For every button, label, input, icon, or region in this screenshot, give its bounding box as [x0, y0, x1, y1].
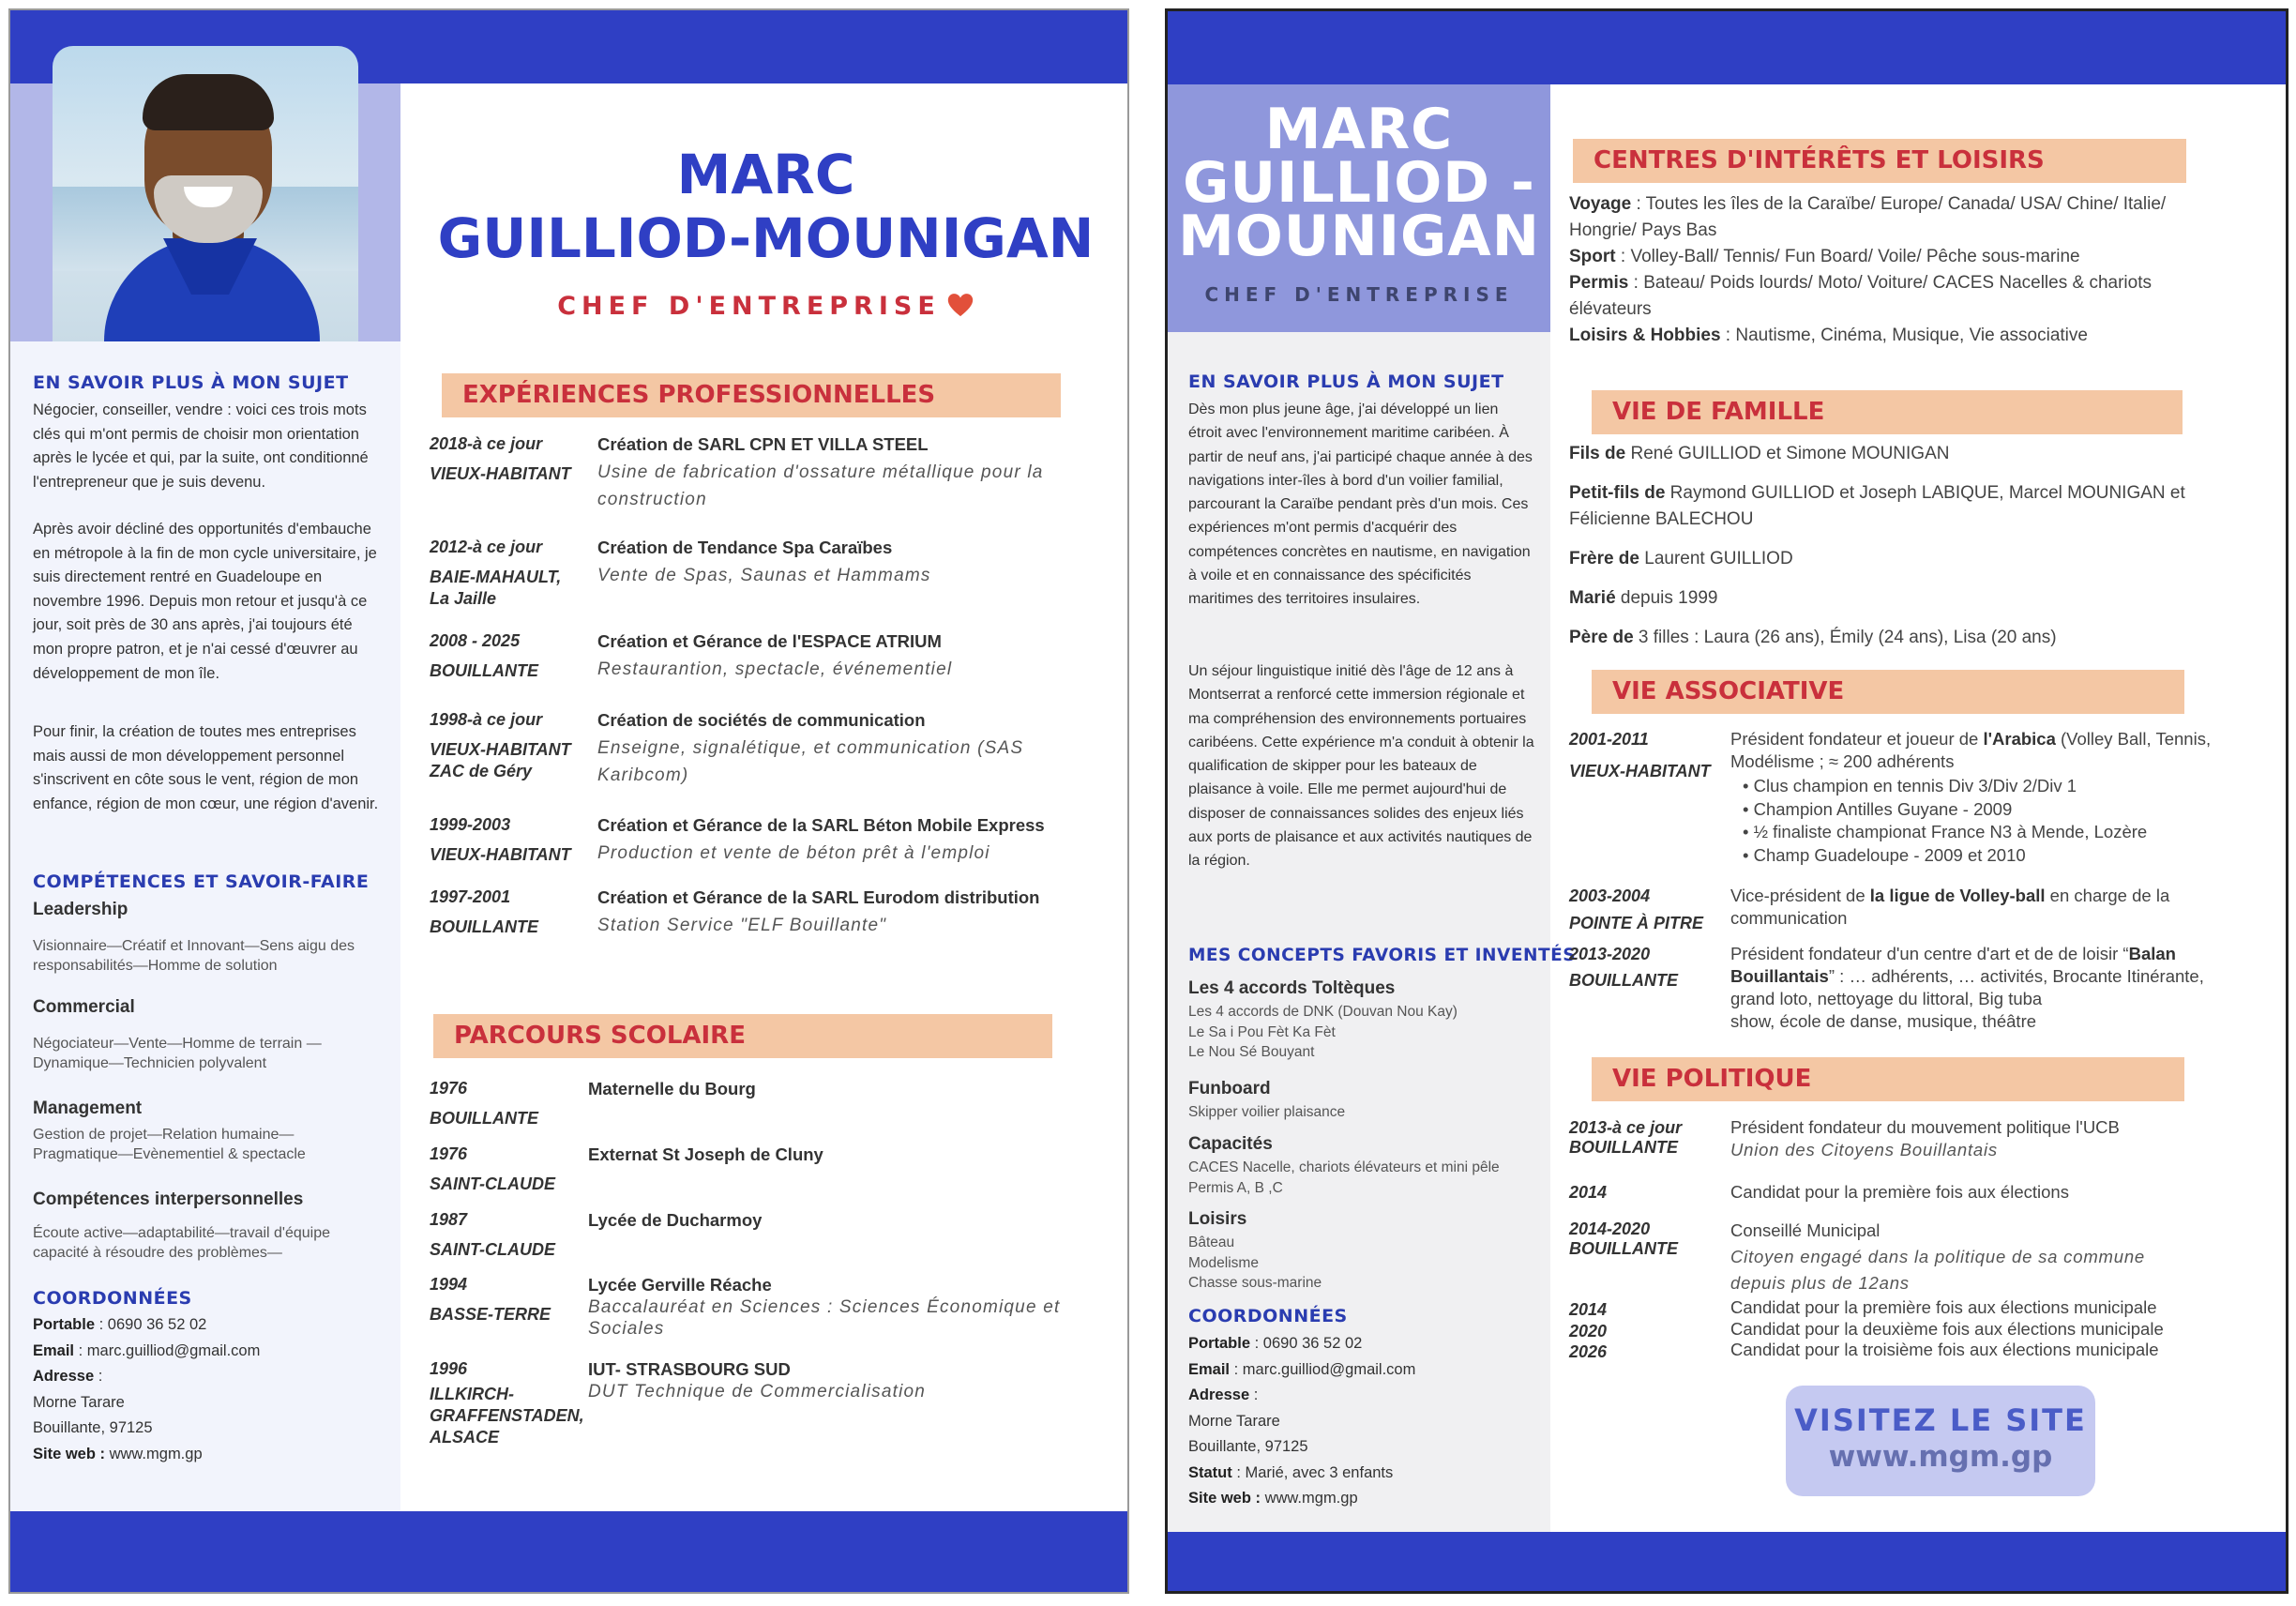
experience-description: Enseigne, signalétique, et communication (SAS Karibcom) [597, 738, 1024, 785]
assoc-location: POINTE À PITRE [1569, 914, 1704, 932]
assoc-date: 2003-2004 [1569, 886, 1651, 905]
concept-line: Permis A, B ,C [1188, 1179, 1283, 1196]
assoc-date: 2001-2011 [1569, 730, 1649, 749]
school-description: Baccalauréat en Sciences : Sciences Économique et Sociales [588, 1297, 1061, 1339]
top-band [1168, 11, 2286, 84]
family-line: Père de 3 filles : Laura (26 ans), Émily (24 ans), Lisa (20 ans) [1569, 628, 2057, 647]
school-location: BOUILLANTE [430, 1109, 538, 1128]
email-value: : marc.guilliod@gmail.com [74, 1341, 261, 1359]
school-date: 1987 [430, 1210, 468, 1229]
web-label: Site web : [1188, 1490, 1261, 1507]
phone-label: Portable [33, 1316, 96, 1333]
experience-date: 1999-2003 [430, 815, 511, 834]
experience-location: VIEUX-HABITANT [430, 464, 571, 483]
status-label: Statut [1188, 1463, 1232, 1481]
concept-line: Chasse sous-marine [1188, 1275, 1322, 1291]
name-line-3: MOUNIGAN [1178, 204, 1540, 269]
visit-site-button[interactable] [1786, 1386, 2095, 1496]
experience-title: Création de Tendance Spa Caraïbes [597, 538, 893, 557]
school-title: Lycée Gerville Réache [588, 1275, 772, 1295]
concept-title: Capacités [1188, 1134, 1273, 1154]
phone-value: : 0690 36 52 02 [95, 1316, 207, 1333]
name-line-2: GUILLIOD - [1183, 150, 1535, 216]
address-line: Bouillante, 97125 [33, 1419, 153, 1436]
experience-date: 2008 - 2025 [430, 631, 521, 650]
experience-title: Création et Gérance de la SARL Eurodom distribution [597, 887, 1040, 907]
family-line: Marié depuis 1999 [1569, 588, 1718, 608]
list-item: • Champ Guadeloupe - 2009 et 2010 [1743, 844, 2026, 865]
job-title: CHEF D'ENTREPRISE [400, 292, 1129, 321]
experience-title: Création de SARL CPN ET VILLA STEEL [597, 434, 929, 454]
experience-description: Production et vente de béton prêt à l'emploi [597, 843, 990, 863]
name-box [1168, 84, 1550, 332]
skill-group-text: Négociateur—Vente—Homme de terrain —Dynamique—Technicien polyvalent [33, 1036, 322, 1071]
assoc-bullets [1743, 775, 2268, 867]
concept-line: Modelisme [1188, 1254, 1259, 1271]
about-para-1: Négocier, conseiller, vendre : voici ces trois mots clés qui m'ont permis de choisir mon orientation après le lycée et qui, par la suite, ont conditionné l'entrepreneur que je suis devenu. [33, 402, 369, 491]
skill-group-name: Leadership [33, 900, 128, 919]
skills-title: COMPÉTENCES ET SAVOIR-FAIRE [33, 871, 370, 892]
about-para-2: Après avoir décliné des opportunités d'embauche en métropole à la fin de mon cycle universitaire, je suis directement rentré en Guadeloupe en novembre 1996. Depuis mon retour et jusqu'à ce jour, soit près de 30 ans après, j'ai toujours été mon propre patron, et je n'ai cessé d'œuvrer au développement de mon île. [33, 521, 377, 682]
about-para-2: Un séjour linguistique initié dès l'âge de 12 ans à Montserrat a renforcé cette immersion régionale et ma compréhension des environnements portuaires caribéens. Cette expérience m'a conduit à obtenir la qualification de skipper pour les bateaux de plaisance à voile. Elle me permet aujourd'hui de disposer de connaissances solides des enjeux liés aux ports de plaisance et aux activités nautiques de la région. [1188, 663, 1534, 870]
web-value: www.mgm.gp [1261, 1490, 1358, 1507]
school-date: 1976 [430, 1144, 468, 1163]
about-title: EN SAVOIR PLUS À MON SUJET [1188, 371, 1504, 392]
assoc-text: Vice-président de la ligue de Volley-ball en charge de la communication [1730, 886, 2170, 928]
school-location: SAINT-CLAUDE [430, 1240, 555, 1259]
section-title-school: PARCOURS SCOLAIRE [433, 1014, 1052, 1058]
concepts-title: MES CONCEPTS FAVORIS ET INVENTÉS [1188, 946, 1577, 965]
school-date: 1976 [430, 1079, 468, 1098]
interests-block: Voyage : Toutes les îles de la Caraïbe/ Europe/ Canada/ USA/ Chine/ Italie/ Hongrie/ Pays Bas Sport : Volley-Ball/ Tennis/ Fun Board/ Voile/ Pêche sous-marine Permis : Bateau/ Poids lourds/ Moto/ Voiture/ CACES Nacelles & chariots élévateurs Loisirs & Hobbies : Nautisme, Cinéma, Musique, Vie associative [1569, 194, 2167, 345]
address-label: Adresse [1188, 1386, 1250, 1403]
coords-block: Portable : 0690 36 52 02 Email : marc.guilliod@gmail.com Adresse : Morne Tarare Bouillante, 97125 Statut : Marié, avec 3 enfants Site web : www.mgm.gp [1188, 1331, 1545, 1512]
school-location: SAINT-CLAUDE [430, 1174, 555, 1193]
profile-photo [53, 46, 358, 341]
coords-title: COORDONNÉES [1188, 1306, 1348, 1326]
concept-line: Bâteau [1188, 1235, 1235, 1250]
coords-block: Portable : 0690 36 52 02 Email : marc.guilliod@gmail.com Adresse : Morne Tarare Bouillante, 97125 Site web : www.mgm.gp [33, 1312, 389, 1467]
politics-date: 2014-2020 [1569, 1220, 1651, 1238]
experience-title: Création de sociétés de communication [597, 710, 926, 730]
school-location: ILLKIRCH-GRAFFENSTADEN, ALSACE [430, 1385, 584, 1447]
experience-description: Station Service "ELF Bouillante" [597, 916, 887, 935]
visit-site-label: VISITEZ LE SITE [1794, 1402, 2087, 1438]
email-label: Email [1188, 1360, 1231, 1378]
family-line: Fils de René GUILLIOD et Simone MOUNIGAN [1569, 444, 1950, 463]
about-para-3: Pour finir, la création de toutes mes entreprises mais aussi de mon développement personnel s'inscrivent en côte sous le vent, région de mon enfance, région de mon cœur, une région d'avenir. [33, 723, 379, 812]
bottom-band [10, 1511, 1127, 1594]
address-line: Bouillante, 97125 [1188, 1438, 1308, 1455]
status-value: : Marié, avec 3 enfants [1231, 1463, 1394, 1481]
politics-location: BOUILLANTE [1569, 1239, 1678, 1258]
school-description: DUT Technique de Commercialisation [588, 1382, 927, 1401]
section-title-experience: EXPÉRIENCES PROFESSIONNELLES [442, 373, 1061, 417]
list-item: • ½ finaliste championat France N3 à Mende, Lozère [1743, 822, 2148, 841]
concept-line: Les 4 accords de DNK (Douvan Nou Kay) [1188, 1004, 1458, 1020]
school-date: 1996 [430, 1359, 468, 1378]
skill-group-text: Gestion de projet—Relation humaine—Pragmatique—Evènementiel & spectacle [33, 1127, 306, 1162]
list-item: • Champion Antilles Guyane - 2009 [1743, 798, 2013, 819]
school-title: Externat St Joseph de Cluny [588, 1144, 823, 1164]
experience-date: 1997-2001 [430, 887, 511, 906]
visit-site-url: www.mgm.gp [1828, 1440, 2053, 1474]
email-value: : marc.guilliod@gmail.com [1230, 1360, 1416, 1378]
experience-location: VIEUX-HABITANT ZAC de Géry [430, 740, 571, 780]
assoc-date: 2013-2020 [1569, 945, 1651, 963]
web-label: Site web : [33, 1445, 106, 1462]
skill-group-name: Compétences interpersonnelles [33, 1189, 304, 1209]
assoc-text: Président fondateur et joueur de l'Arabica (Volley Ball, Tennis, Modélisme ; ≈ 200 adhérents [1730, 729, 2212, 771]
sidebar [10, 83, 400, 1511]
about-title: EN SAVOIR PLUS À MON SUJET [33, 372, 349, 393]
family-line: Petit-fils de Raymond GUILLIOD et Joseph LABIQUE, Marcel MOUNIGAN et Félicienne BALECHOU [1569, 483, 2185, 529]
name-line-1: MARC [676, 143, 855, 206]
skill-group-name: Management [33, 1098, 143, 1118]
school-title: Maternelle du Bourg [588, 1079, 756, 1098]
phone-label: Portable [1188, 1335, 1251, 1352]
concept-line: Le Nou Sé Bouyant [1188, 1044, 1315, 1060]
assoc-location: BOUILLANTE [1569, 971, 1678, 990]
experience-location: BOUILLANTE [430, 661, 538, 680]
list-item: • Clus champion en tennis Div 3/Div 2/Div 1 [1743, 776, 2077, 795]
concept-line: Skipper voilier plaisance [1188, 1104, 1346, 1120]
politics-text: Candidat pour la première fois aux élections municipale Candidat pour la deuxième fois aux élections municipale Candidat pour la troisième fois aux élections municipale [1730, 1297, 2164, 1359]
job-title: CHEF D'ENTREPRISE [1204, 283, 1514, 306]
about-para-1: Dès mon plus jeune âge, j'ai développé un lien étroit avec l'environnement maritime caribéen. À partir de neuf ans, j'ai participé chaque année à des navigations inter-îles à bord d'un voilier familial, parcourant la Caraïbe pendant près d'un mois. Ces expériences m'ont permis d'acquérir des compétences concrètes en nautisme, en navigation à voile et en connaissance des spécificités maritimes des territoires insulaires. [1188, 402, 1533, 608]
experience-title: Création et Gérance de la SARL Béton Mobile Express [597, 815, 1045, 835]
concept-title: Funboard [1188, 1079, 1271, 1098]
assoc-text: Président fondateur d'un centre d'art et de de loisir “Balan Bouillantais” : … adhérents, … activités, Brocante Itinérante, grand loto, nettoyage du littoral, Big tuba show, école de danse, musique, théâtre [1730, 944, 2204, 1031]
assoc-location: VIEUX-HABITANT [1569, 762, 1711, 780]
politics-text: Conseillé Municipal Citoyen engagé dans la politique de sa commune depuis plus de 12ans [1730, 1220, 2146, 1293]
politics-date: 2014 [1569, 1183, 1608, 1202]
cv-page-1 [8, 8, 1129, 1594]
section-title-family: VIE DE FAMILLE [1592, 390, 2183, 434]
name-line-2: GUILLIOD-MOUNIGAN [437, 206, 1095, 270]
school-title: IUT- STRASBOURG SUD [588, 1359, 791, 1379]
heart-icon [946, 292, 974, 318]
bottom-band [1168, 1532, 2286, 1594]
politics-text: Président fondateur du mouvement politique l'UCB Union des Citoyens Bouillantais [1730, 1117, 2120, 1159]
politics-date: 2013-à ce jour [1569, 1118, 1683, 1137]
experience-location: BOUILLANTE [430, 917, 538, 936]
experience-description: Vente de Spas, Saunas et Hammams [597, 566, 931, 585]
experience-description: Restaurantion, spectacle, événementiel [597, 659, 953, 679]
concept-line: Le Sa i Pou Fèt Ka Fèt [1188, 1023, 1336, 1040]
experience-description: Usine de fabrication d'ossature métallique pour la construction [597, 462, 1044, 509]
cv-page-2 [1165, 8, 2288, 1594]
experience-title: Création et Gérance de l'ESPACE ATRIUM [597, 631, 942, 651]
phone-value: : 0690 36 52 02 [1250, 1335, 1363, 1352]
email-label: Email [33, 1341, 75, 1359]
web-value: www.mgm.gp [105, 1445, 203, 1462]
experience-location: VIEUX-HABITANT [430, 845, 571, 864]
politics-location: BOUILLANTE [1569, 1138, 1678, 1157]
school-title: Lycée de Ducharmoy [588, 1210, 763, 1230]
school-location: BASSE-TERRE [430, 1305, 551, 1324]
address-line: Morne Tarare [1188, 1412, 1280, 1430]
family-line: Frère de Laurent GUILLIOD [1569, 549, 1793, 568]
concept-title: Les 4 accords Toltèques [1188, 978, 1396, 998]
section-title-assoc: VIE ASSOCIATIVE [1592, 670, 2184, 714]
experience-date: 1998-à ce jour [430, 710, 543, 729]
address-label: Adresse [33, 1368, 95, 1385]
politics-dates: 2014 2020 2026 [1569, 1300, 1608, 1361]
experience-date: 2018-à ce jour [430, 434, 543, 453]
school-date: 1994 [430, 1275, 468, 1294]
skill-group-text: Écoute active—adaptabilité—travail d'équipe capacité à résoudre des problèmes— [33, 1225, 331, 1261]
politics-text: Candidat pour la première fois aux élections [1730, 1182, 2069, 1202]
name-line-1: MARC [1264, 97, 1454, 162]
concept-line: CACES Nacelle, chariots élévateurs et mini pêle [1188, 1159, 1500, 1175]
coords-title: COORDONNÉES [33, 1288, 192, 1309]
experience-location: BAIE-MAHAULT, La Jaille [430, 568, 562, 608]
address-line: Morne Tarare [33, 1393, 125, 1411]
skill-group-name: Commercial [33, 997, 135, 1017]
section-title-politics: VIE POLITIQUE [1592, 1057, 2184, 1101]
concept-title: Loisirs [1188, 1209, 1247, 1229]
skill-group-text: Visionnaire—Créatif et Innovant—Sens aigu des responsabilités—Homme de solution [33, 938, 355, 974]
section-title-interests: CENTRES D'INTÉRÊTS ET LOISIRS [1573, 139, 2186, 183]
experience-date: 2012-à ce jour [430, 538, 543, 556]
